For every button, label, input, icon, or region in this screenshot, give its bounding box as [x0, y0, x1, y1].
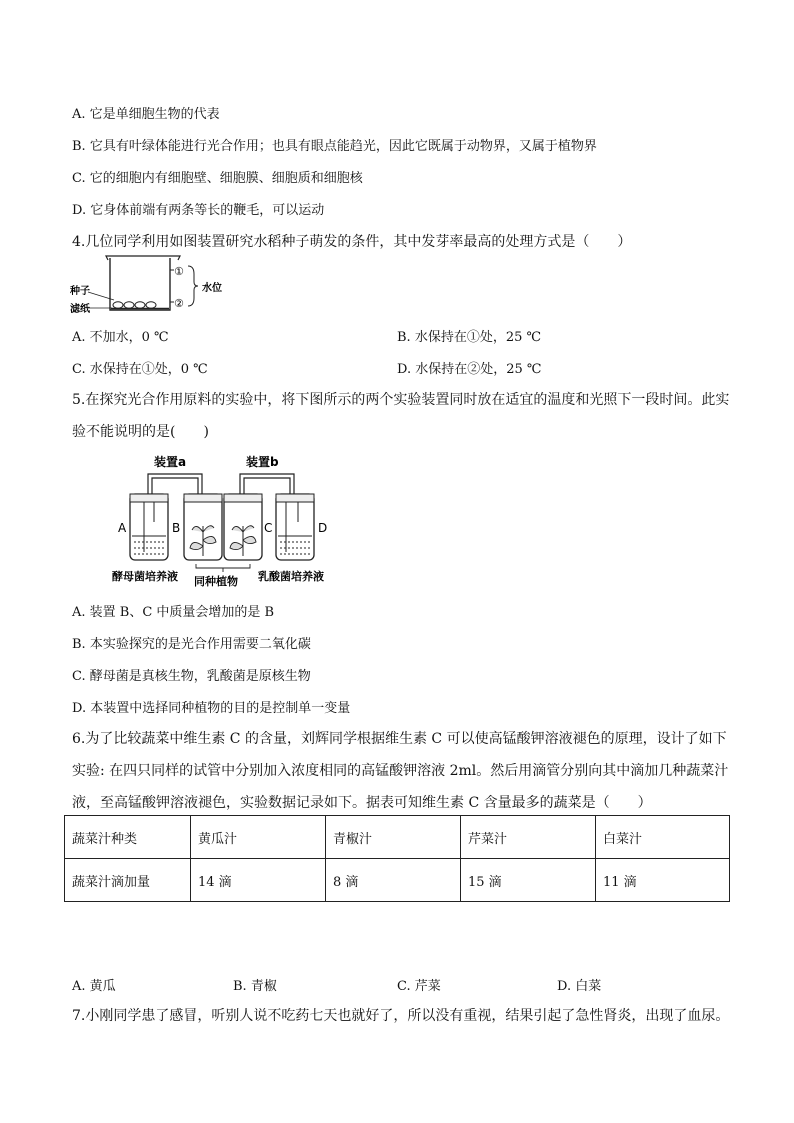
q6-option-a: A. 黄瓜 [72, 979, 116, 994]
table-cell: 15 滴 [461, 859, 596, 902]
q4-label-seed: 种子 [70, 286, 90, 297]
vegetable-juice-table [64, 815, 730, 902]
q6-stem-line3: 液，至高锰酸钾溶液褪色，实验数据记录如下。据表可知维生素 C 含量最多的蔬菜是（ ） [72, 795, 652, 811]
q4-option-b: B. 水保持在①处，25 ℃ [397, 330, 542, 345]
q4-stem: 4.几位同学利用如图装置研究水稻种子萌发的条件，其中发芽率最高的处理方式是（ ） [72, 234, 632, 250]
q3-option-d: D. 它身体前端有两条等长的鞭毛，可以运动 [72, 203, 325, 218]
q4-mark-1: ① [174, 265, 184, 278]
q5-label-device-b: 装置b [246, 455, 279, 469]
q6-option-b: B. 青椒 [233, 979, 277, 994]
table-cell: 14 滴 [191, 859, 326, 902]
table-cell: 11 滴 [596, 859, 730, 902]
q5-stem-line2: 验不能说明的是( ) [72, 424, 209, 440]
q5-label-plant: 同种植物 [194, 575, 238, 588]
q4-label-filter: 滤纸 [70, 304, 90, 315]
q6-option-c: C. 芹菜 [397, 979, 441, 994]
q4-mark-2: ② [174, 297, 184, 310]
table-cell: 芹菜汁 [461, 816, 596, 859]
q5-label-A: A [118, 521, 127, 535]
q5-label-lactic: 乳酸菌培养液 [258, 570, 324, 583]
q3-option-b: B. 它具有叶绿体能进行光合作用；也具有眼点能趋光，因此它既属于动物界，又属于植物界 [72, 139, 597, 154]
q5-label-B: B [172, 521, 181, 535]
q5-option-c: C. 酵母菌是真核生物，乳酸菌是原核生物 [72, 669, 311, 684]
q5-option-a: A. 装置 B、C 中质量会增加的是 B [72, 605, 275, 620]
table-cell: 黄瓜汁 [191, 816, 326, 859]
q4-label-water: 水位 [202, 283, 222, 294]
table-cell: 蔬菜汁滴加量 [65, 859, 191, 902]
q6-stem-line1: 6.为了比较蔬菜中维生素 C 的含量，刘辉同学根据维生素 C 可以使高锰酸钾溶液褪色的原理，设计了如下 [72, 731, 727, 747]
table-cell: 8 滴 [326, 859, 461, 902]
q4-option-c: C. 水保持在①处，0 ℃ [72, 362, 208, 377]
q3-option-a: A. 它是单细胞生物的代表 [72, 107, 220, 122]
q4-option-a: A. 不加水，0 ℃ [72, 330, 169, 345]
q3-option-c: C. 它的细胞内有细胞壁、细胞膜、细胞质和细胞核 [72, 171, 363, 186]
q5-apparatus-figure [112, 452, 347, 588]
q7-stem-line1: 7.小刚同学患了感冒，听别人说不吃药七天也就好了，所以没有重视，结果引起了急性肾炎，出现了血尿。 [72, 1008, 730, 1024]
q5-option-b: B. 本实验探究的是光合作用需要二氧化碳 [72, 637, 311, 652]
q5-label-C: C [264, 521, 273, 535]
q6-stem-line2: 实验: 在四只同样的试管中分别加入浓度相同的高锰酸钾溶液 2ml。然后用滴管分别向其中滴加几种蔬菜汁 [72, 763, 729, 779]
q6-option-d: D. 白菜 [557, 979, 602, 994]
table-header-row [65, 816, 730, 859]
q5-option-d: D. 本装置中选择同种植物的目的是控制单一变量 [72, 701, 351, 716]
table-cell: 白菜汁 [596, 816, 730, 859]
q5-label-D: D [318, 521, 328, 535]
table-cell: 蔬菜汁种类 [65, 816, 191, 859]
table-row [65, 859, 730, 902]
q4-option-d: D. 水保持在②处，25 ℃ [397, 362, 542, 377]
q5-label-yeast: 酵母菌培养液 [112, 570, 178, 583]
q5-label-device-a: 装置a [154, 455, 187, 469]
q5-stem-line1: 5.在探究光合作用原料的实验中，将下图所示的两个实验装置同时放在适宜的温度和光照下一段时间。此实 [72, 392, 730, 408]
q4-beaker-figure [70, 252, 230, 316]
table-cell: 青椒汁 [326, 816, 461, 859]
